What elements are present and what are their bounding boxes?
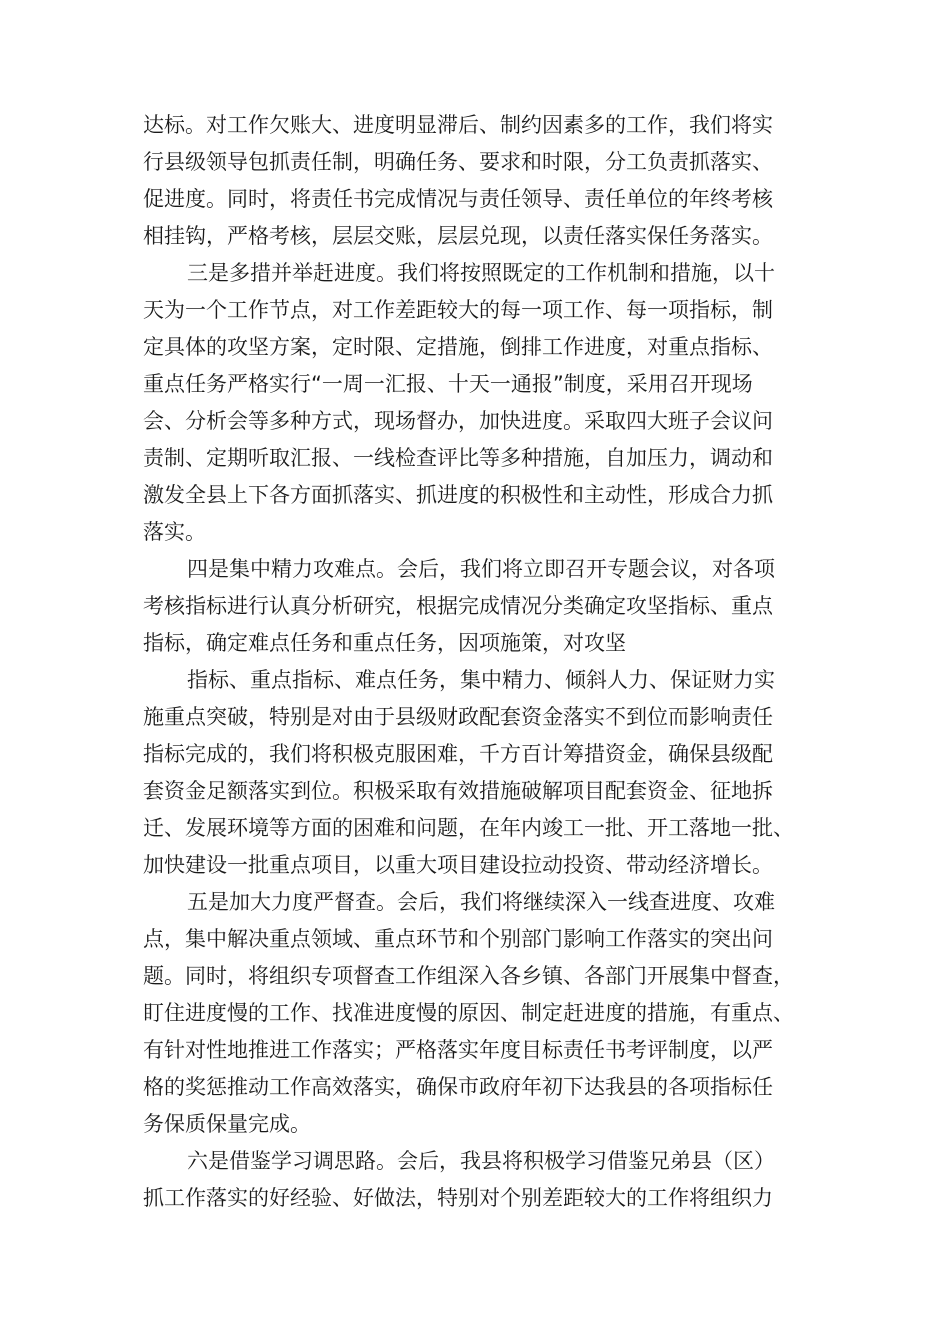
text-line: 盯住进度慢的工作、找准进度慢的原因、制定赶进度的措施，有重点、: [143, 1001, 794, 1025]
paragraph-first-line: 五是加大力度严督查。会后，我们将继续深入一线查进度、攻难: [187, 890, 775, 914]
text-line: 落实。: [143, 520, 206, 544]
text-line: 指标，确定难点任务和重点任务，因项施策，对攻坚: [143, 631, 626, 655]
text-line: 指标完成的，我们将积极克服困难，千方百计筹措资金，确保县级配: [143, 742, 773, 766]
text-line: 达标。对工作欠账大、进度明显滞后、制约因素多的工作，我们将实: [143, 113, 773, 137]
text-line: 天为一个工作节点，对工作差距较大的每一项工作、每一项指标，制: [143, 298, 773, 322]
text-line: 务保质保量完成。: [143, 1112, 311, 1136]
text-line: 行县级领导包抓责任制，明确任务、要求和时限，分工负责抓落实、: [143, 150, 773, 174]
paragraph-first-line: 四是集中精力攻难点。会后，我们将立即召开专题会议，对各项: [187, 557, 775, 581]
text-line: 加快建设一批重点项目，以重大项目建设拉动投资、带动经济增长。: [143, 853, 773, 877]
text-line: 会、分析会等多种方式，现场督办，加快进度。采取四大班子会议问: [143, 409, 773, 433]
text-line: 迁、发展环境等方面的困难和问题，在年内竣工一批、开工落地一批、: [143, 816, 794, 840]
text-line: 激发全县上下各方面抓落实、抓进度的积极性和主动性，形成合力抓: [143, 483, 773, 507]
text-line: 重点任务严格实行“一周一汇报、十天一通报”制度，采用召开现场: [143, 372, 753, 396]
text-line: 格的奖惩推动工作高效落实，确保市政府年初下达我县的各项指标任: [143, 1075, 773, 1099]
text-line: 施重点突破，特别是对由于县级财政配套资金落实不到位而影响责任: [143, 705, 773, 729]
text-line: 题。同时，将组织专项督查工作组深入各乡镇、各部门开展集中督查，: [143, 964, 794, 988]
text-line: 有针对性地推进工作落实；严格落实年度目标责任书考评制度，以严: [143, 1038, 773, 1062]
text-line: 抓工作落实的好经验、好做法，特别对个别差距较大的工作将组织力: [143, 1186, 773, 1210]
text-line: 考核指标进行认真分析研究，根据完成情况分类确定攻坚指标、重点: [143, 594, 773, 618]
paragraph-first-line: 六是借鉴学习调思路。会后，我县将积极学习借鉴兄弟县（区）: [187, 1149, 775, 1173]
paragraph-first-line: 三是多措并举赶进度。我们将按照既定的工作机制和措施，以十: [187, 261, 775, 285]
text-line: 促进度。同时，将责任书完成情况与责任领导、责任单位的年终考核: [143, 187, 773, 211]
text-line: 点，集中解决重点领域、重点环节和个别部门影响工作落实的突出问: [143, 927, 773, 951]
text-line: 套资金足额落实到位。积极采取有效措施破解项目配套资金、征地拆: [143, 779, 773, 803]
paragraph-first-line: 指标、重点指标、难点任务，集中精力、倾斜人力、保证财力实: [187, 668, 775, 692]
document-body: [143, 107, 811, 1217]
text-line: 责制、定期听取汇报、一线检查评比等多种措施，自加压力，调动和: [143, 446, 773, 470]
text-line: 相挂钩，严格考核，层层交账，层层兑现，以责任落实保任务落实。: [143, 224, 773, 248]
text-line: 定具体的攻坚方案，定时限、定措施，倒排工作进度，对重点指标、: [143, 335, 773, 359]
